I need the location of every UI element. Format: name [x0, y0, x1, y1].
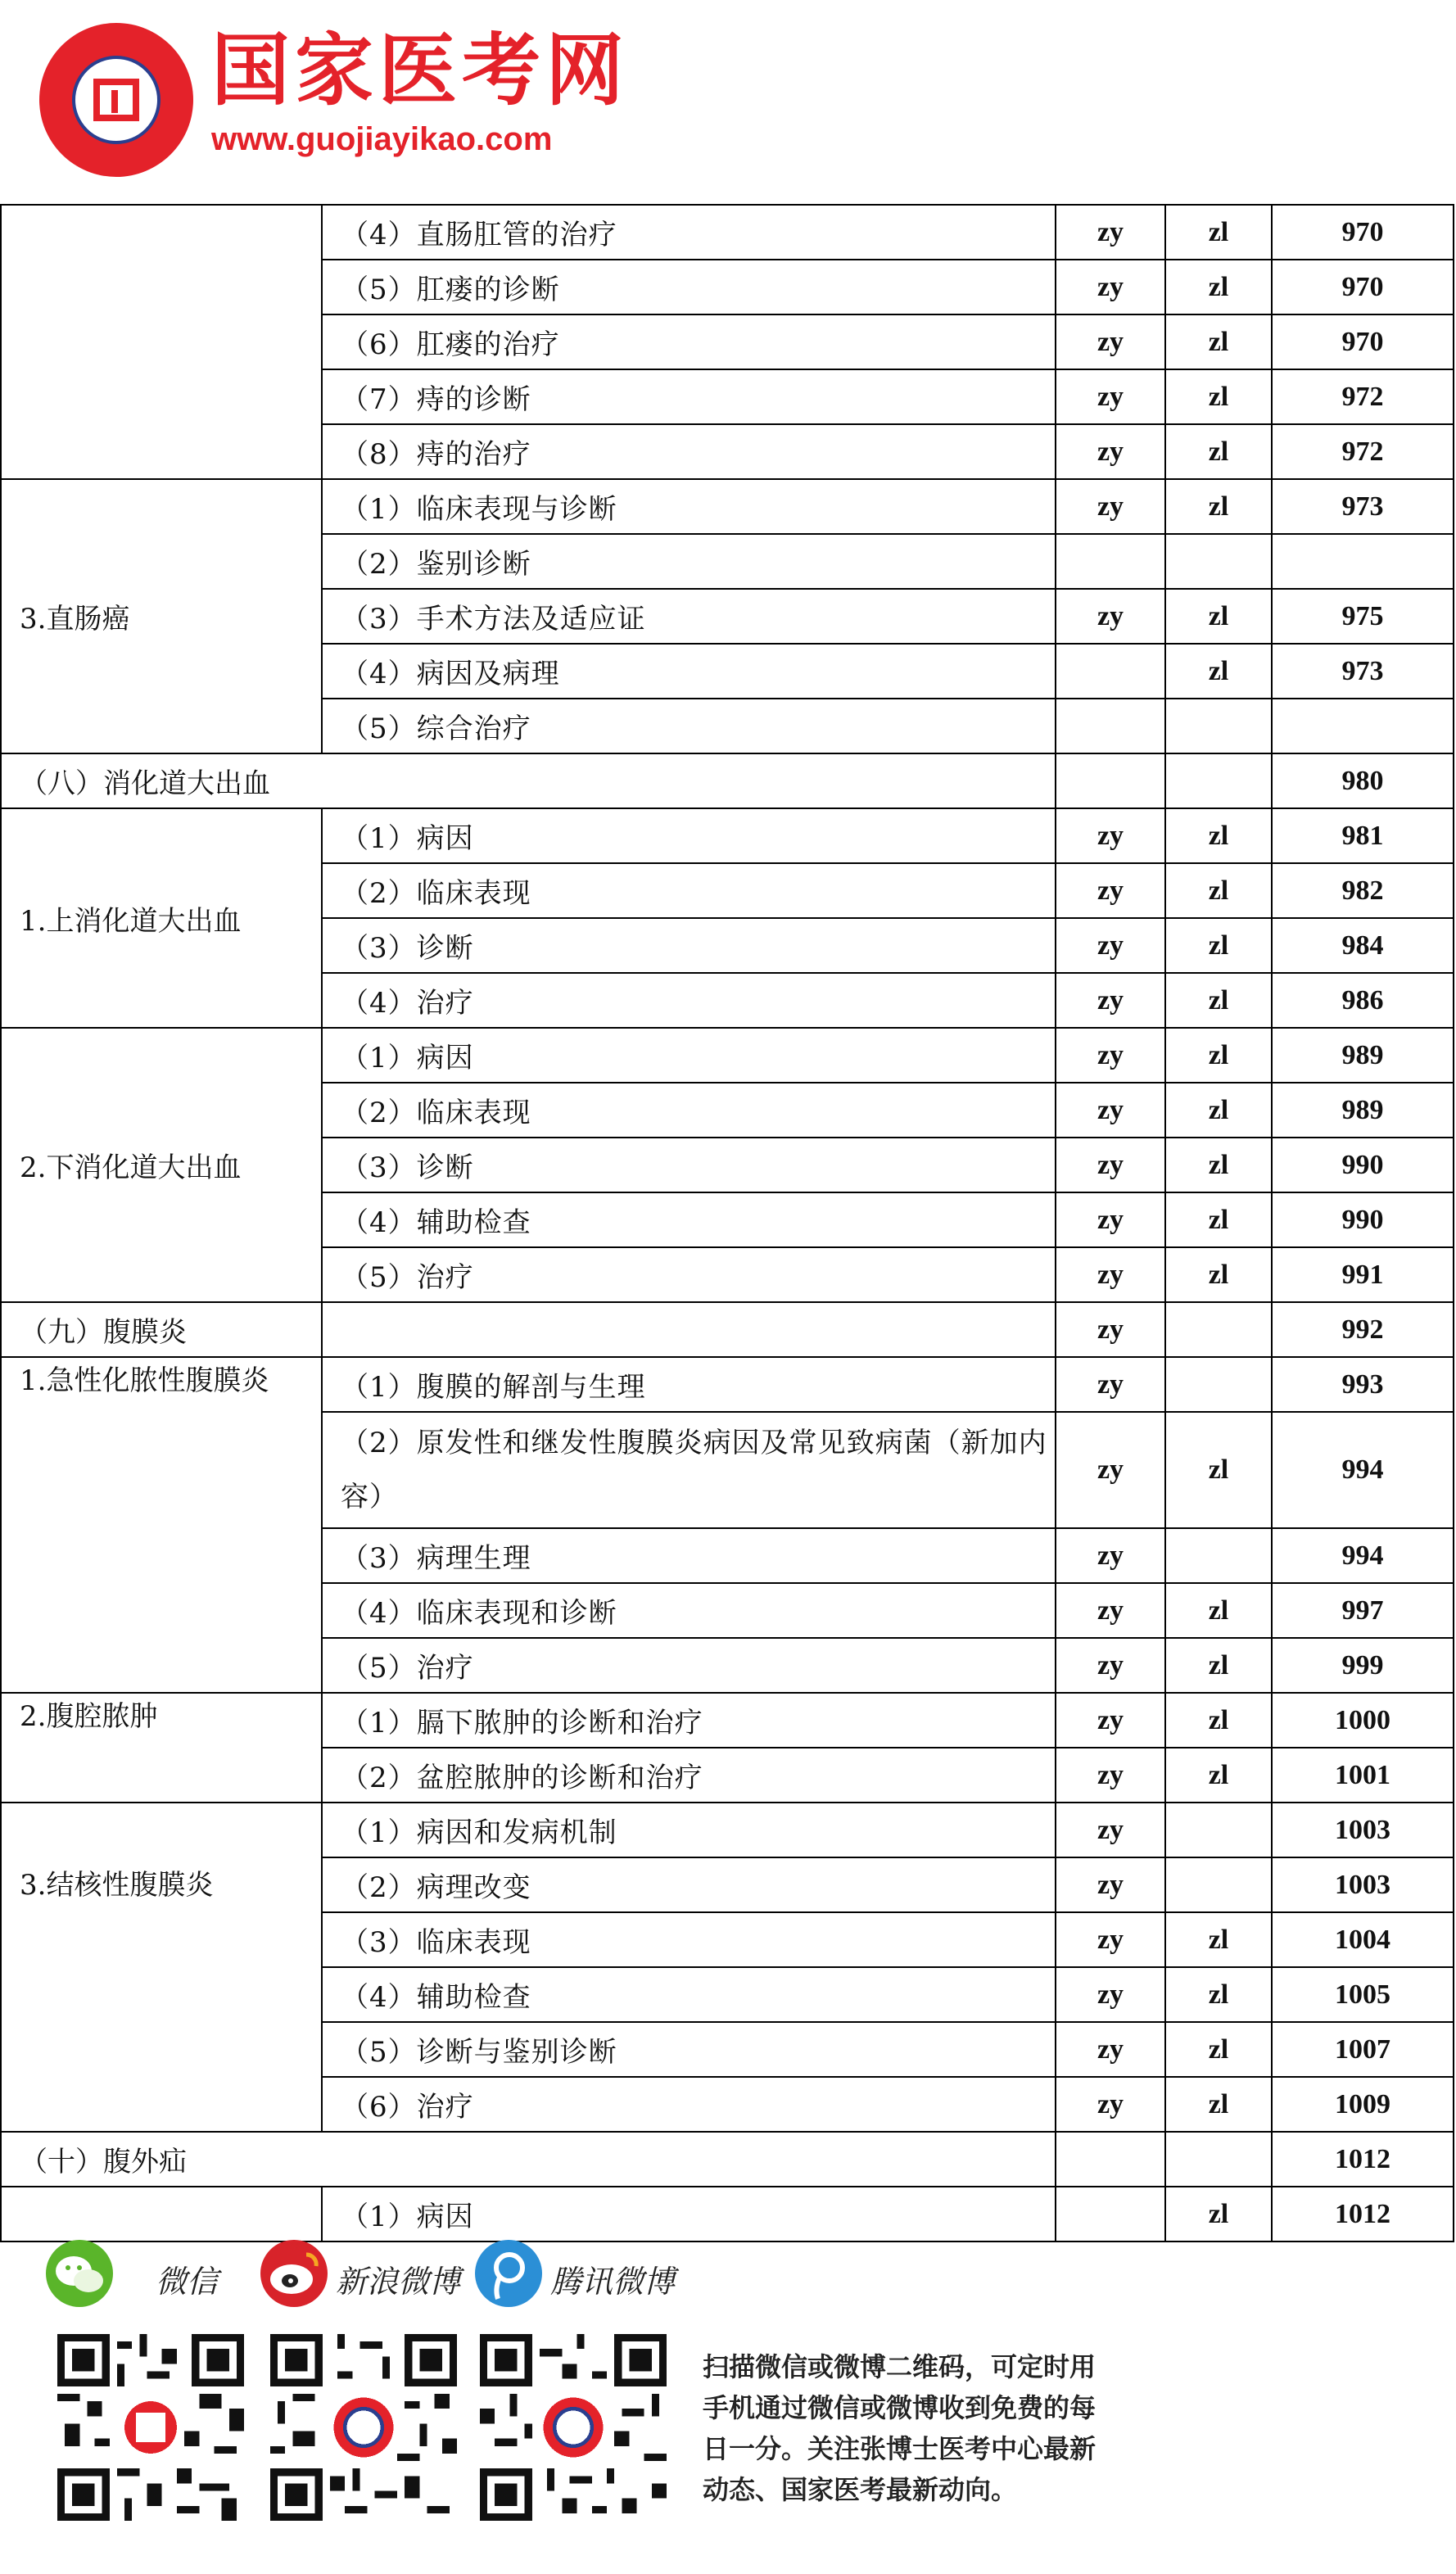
- zl-cell: zl: [1165, 2187, 1272, 2242]
- zy-cell: zy: [1056, 369, 1165, 424]
- item-cell: （5）肛瘘的诊断: [322, 260, 1056, 314]
- table-row: [1, 1357, 1454, 1412]
- chapter-row: [1, 2132, 1454, 2187]
- item-cell: （3）临床表现: [322, 1912, 1056, 1967]
- section-cell: 2.腹腔脓肿: [1, 1693, 322, 1803]
- zl-cell: zl: [1165, 314, 1272, 369]
- item-cell: （8）痔的治疗: [322, 424, 1056, 479]
- footer-note-line: 扫描微信或微博二维码，可定时用: [703, 2351, 1097, 2382]
- wechat-label: 微信: [156, 2264, 219, 2300]
- item-cell: （1）临床表现与诊断: [322, 479, 1056, 534]
- page-cell: 990: [1272, 1192, 1454, 1247]
- zl-cell: [1165, 753, 1272, 808]
- item-cell: （7）痔的诊断: [322, 369, 1056, 424]
- tencent-weibo-qr-code[interactable]: [480, 2334, 667, 2521]
- section-cell-empty: [1, 2187, 322, 2242]
- zl-cell: zl: [1165, 205, 1272, 260]
- zy-cell: zy: [1056, 1302, 1165, 1357]
- zl-cell: zl: [1165, 1693, 1272, 1748]
- zy-cell: [1056, 2187, 1165, 2242]
- zl-cell: zl: [1165, 1748, 1272, 1803]
- zy-cell: zy: [1056, 2022, 1165, 2077]
- zy-cell: zy: [1056, 1803, 1165, 1857]
- item-cell: （5）综合治疗: [322, 699, 1056, 753]
- section-cell-empty: [1, 205, 322, 479]
- zl-cell: zl: [1165, 1412, 1272, 1528]
- zl-cell: zl: [1165, 1083, 1272, 1138]
- page-cell: 989: [1272, 1028, 1454, 1083]
- zl-cell: zl: [1165, 1912, 1272, 1967]
- footer-note-line: 日一分。关注张博士医考中心最新: [703, 2433, 1097, 2464]
- item-cell: （2）盆腔脓肿的诊断和治疗: [322, 1748, 1056, 1803]
- zy-cell: zy: [1056, 205, 1165, 260]
- zy-cell: zy: [1056, 1083, 1165, 1138]
- table-row: [1, 1693, 1454, 1748]
- page-cell: 1012: [1272, 2132, 1454, 2187]
- page-cell: 986: [1272, 973, 1454, 1028]
- zl-cell: zl: [1165, 863, 1272, 918]
- zy-cell: zy: [1056, 479, 1165, 534]
- zy-cell: [1056, 699, 1165, 753]
- brand-seal-logo: [39, 23, 193, 177]
- zy-cell: zy: [1056, 863, 1165, 918]
- page-cell: 1001: [1272, 1748, 1454, 1803]
- zl-cell: zl: [1165, 260, 1272, 314]
- page-cell: 970: [1272, 314, 1454, 369]
- page-footer: [0, 2240, 1456, 2574]
- item-cell: （4）直肠肛管的治疗: [322, 205, 1056, 260]
- zy-cell: zy: [1056, 1028, 1165, 1083]
- zy-cell: [1056, 534, 1165, 589]
- footer-note: [703, 2346, 1161, 2510]
- item-cell: （1）病因: [322, 808, 1056, 863]
- brand-name: 国家医考网: [211, 25, 629, 116]
- zl-cell: zl: [1165, 589, 1272, 644]
- zl-cell: zl: [1165, 918, 1272, 973]
- zl-cell: zl: [1165, 424, 1272, 479]
- sina-weibo-icon: [260, 2240, 328, 2307]
- page-cell: 1009: [1272, 2077, 1454, 2132]
- page-cell: 990: [1272, 1138, 1454, 1192]
- zl-cell: [1165, 699, 1272, 753]
- zy-cell: [1056, 2132, 1165, 2187]
- footer-note-line: 动态、国家医考最新动向。: [703, 2474, 1018, 2505]
- zl-cell: zl: [1165, 1192, 1272, 1247]
- zy-cell: [1056, 753, 1165, 808]
- zl-cell: zl: [1165, 1967, 1272, 2022]
- zy-cell: [1056, 644, 1165, 699]
- page-cell: 994: [1272, 1528, 1454, 1583]
- item-cell: （1）病因: [322, 1028, 1056, 1083]
- page-cell: 975: [1272, 589, 1454, 644]
- item-cell: （2）鉴别诊断: [322, 534, 1056, 589]
- zl-cell: zl: [1165, 1583, 1272, 1638]
- chapter-cell: （八）消化道大出血: [1, 753, 1056, 808]
- table-row: [1, 808, 1454, 863]
- zy-cell: zy: [1056, 424, 1165, 479]
- zl-cell: zl: [1165, 2022, 1272, 2077]
- page-cell: 994: [1272, 1412, 1454, 1528]
- zl-cell: [1165, 534, 1272, 589]
- item-cell: （6）肛瘘的治疗: [322, 314, 1056, 369]
- zy-cell: zy: [1056, 1247, 1165, 1302]
- zl-cell: zl: [1165, 1028, 1272, 1083]
- page-cell: 1012: [1272, 2187, 1454, 2242]
- tencent-weibo-icon: [475, 2240, 542, 2307]
- chapter-cell: （九）腹膜炎: [1, 1302, 322, 1357]
- chapter-row: [1, 1302, 1454, 1357]
- seal-mark-icon: [93, 79, 139, 121]
- table-row: [1, 2187, 1454, 2242]
- page-cell: 981: [1272, 808, 1454, 863]
- item-cell: （3）诊断: [322, 918, 1056, 973]
- zl-cell: zl: [1165, 1247, 1272, 1302]
- zl-cell: zl: [1165, 973, 1272, 1028]
- sina-weibo-label: 新浪微博: [336, 2264, 461, 2300]
- item-cell: （2）原发性和继发性腹膜炎病因及常见致病菌（新加内容）: [322, 1412, 1056, 1528]
- page-cell: 973: [1272, 644, 1454, 699]
- item-cell: （1）腹膜的解剖与生理: [322, 1357, 1056, 1412]
- zy-cell: zy: [1056, 1967, 1165, 2022]
- zy-cell: zy: [1056, 1638, 1165, 1693]
- item-cell: （5）治疗: [322, 1247, 1056, 1302]
- page-cell: 992: [1272, 1302, 1454, 1357]
- item-cell: （2）临床表现: [322, 863, 1056, 918]
- page-cell: 1000: [1272, 1693, 1454, 1748]
- page-cell: 993: [1272, 1357, 1454, 1412]
- page-cell: 991: [1272, 1247, 1454, 1302]
- zy-cell: zy: [1056, 918, 1165, 973]
- chapter-row: [1, 753, 1454, 808]
- item-cell: （2）临床表现: [322, 1083, 1056, 1138]
- zl-cell: zl: [1165, 479, 1272, 534]
- zl-cell: zl: [1165, 644, 1272, 699]
- zy-cell: zy: [1056, 589, 1165, 644]
- item-cell: （3）病理生理: [322, 1528, 1056, 1583]
- item-cell: （6）治疗: [322, 2077, 1056, 2132]
- page-cell: 999: [1272, 1638, 1454, 1693]
- item-cell: （1）病因: [322, 2187, 1056, 2242]
- zy-cell: zy: [1056, 1693, 1165, 1748]
- zy-cell: zy: [1056, 1192, 1165, 1247]
- zy-cell: zy: [1056, 314, 1165, 369]
- zy-cell: zy: [1056, 808, 1165, 863]
- zy-cell: zy: [1056, 1583, 1165, 1638]
- page-cell: 972: [1272, 369, 1454, 424]
- zl-cell: [1165, 1357, 1272, 1412]
- seal-inner-ring: [72, 56, 161, 144]
- zy-cell: zy: [1056, 1748, 1165, 1803]
- item-cell: （4）辅助检查: [322, 1967, 1056, 2022]
- table-row: [1, 1028, 1454, 1083]
- zl-cell: [1165, 1528, 1272, 1583]
- sina-weibo-qr-code[interactable]: [270, 2334, 457, 2521]
- page-cell: [1272, 699, 1454, 753]
- page-cell: 984: [1272, 918, 1454, 973]
- zl-cell: [1165, 1857, 1272, 1912]
- page-cell: 980: [1272, 753, 1454, 808]
- tencent-weibo-label: 腾讯微博: [550, 2264, 676, 2300]
- zy-cell: zy: [1056, 1138, 1165, 1192]
- item-cell: （4）辅助检查: [322, 1192, 1056, 1247]
- wechat-icon: [46, 2240, 113, 2307]
- page-cell: 973: [1272, 479, 1454, 534]
- section-cell: 1.急性化脓性腹膜炎: [1, 1357, 322, 1693]
- zl-cell: [1165, 1803, 1272, 1857]
- page-cell: 989: [1272, 1083, 1454, 1138]
- page-cell: 972: [1272, 424, 1454, 479]
- zl-cell: [1165, 1302, 1272, 1357]
- item-cell: （5）诊断与鉴别诊断: [322, 2022, 1056, 2077]
- page-cell: 1004: [1272, 1912, 1454, 1967]
- item-cell: （3）诊断: [322, 1138, 1056, 1192]
- zy-cell: zy: [1056, 1412, 1165, 1528]
- item-cell: （3）手术方法及适应证: [322, 589, 1056, 644]
- zy-cell: zy: [1056, 1857, 1165, 1912]
- zl-cell: zl: [1165, 808, 1272, 863]
- zl-cell: zl: [1165, 1638, 1272, 1693]
- wechat-qr-code[interactable]: [57, 2334, 244, 2521]
- brand-url[interactable]: www.guojiayikao.com: [211, 121, 553, 157]
- item-cell: （4）临床表现和诊断: [322, 1583, 1056, 1638]
- table-row: [1, 479, 1454, 534]
- chapter-cell: （十）腹外疝: [1, 2132, 1056, 2187]
- zy-cell: zy: [1056, 1357, 1165, 1412]
- zl-cell: zl: [1165, 1138, 1272, 1192]
- syllabus-table: [0, 204, 1454, 2242]
- zl-cell: [1165, 2132, 1272, 2187]
- item-cell: （2）病理改变: [322, 1857, 1056, 1912]
- item-cell: （1）膈下脓肿的诊断和治疗: [322, 1693, 1056, 1748]
- section-cell: 3.结核性腹膜炎: [1, 1803, 322, 2132]
- page-cell: 970: [1272, 260, 1454, 314]
- page-cell: 1003: [1272, 1803, 1454, 1857]
- table-row: [1, 1803, 1454, 1857]
- item-cell: （1）病因和发病机制: [322, 1803, 1056, 1857]
- zy-cell: zy: [1056, 973, 1165, 1028]
- item-cell: （5）治疗: [322, 1638, 1056, 1693]
- page-header: [0, 0, 1456, 205]
- item-cell: （4）病因及病理: [322, 644, 1056, 699]
- page-cell: 997: [1272, 1583, 1454, 1638]
- zy-cell: zy: [1056, 2077, 1165, 2132]
- footer-note-line: 手机通过微信或微博收到免费的每: [703, 2392, 1097, 2423]
- table-row: [1, 205, 1454, 260]
- section-cell: 3.直肠癌: [1, 479, 322, 753]
- zl-cell: zl: [1165, 369, 1272, 424]
- item-cell: （4）治疗: [322, 973, 1056, 1028]
- section-cell: 2.下消化道大出血: [1, 1028, 322, 1302]
- page-cell: 970: [1272, 205, 1454, 260]
- page-cell: 1005: [1272, 1967, 1454, 2022]
- page-cell: 1007: [1272, 2022, 1454, 2077]
- zy-cell: zy: [1056, 1528, 1165, 1583]
- zy-cell: zy: [1056, 260, 1165, 314]
- page-cell: [1272, 534, 1454, 589]
- page-cell: 1003: [1272, 1857, 1454, 1912]
- zl-cell: zl: [1165, 2077, 1272, 2132]
- section-cell: 1.上消化道大出血: [1, 808, 322, 1028]
- item-cell: [322, 1302, 1056, 1357]
- page-cell: 982: [1272, 863, 1454, 918]
- zy-cell: zy: [1056, 1912, 1165, 1967]
